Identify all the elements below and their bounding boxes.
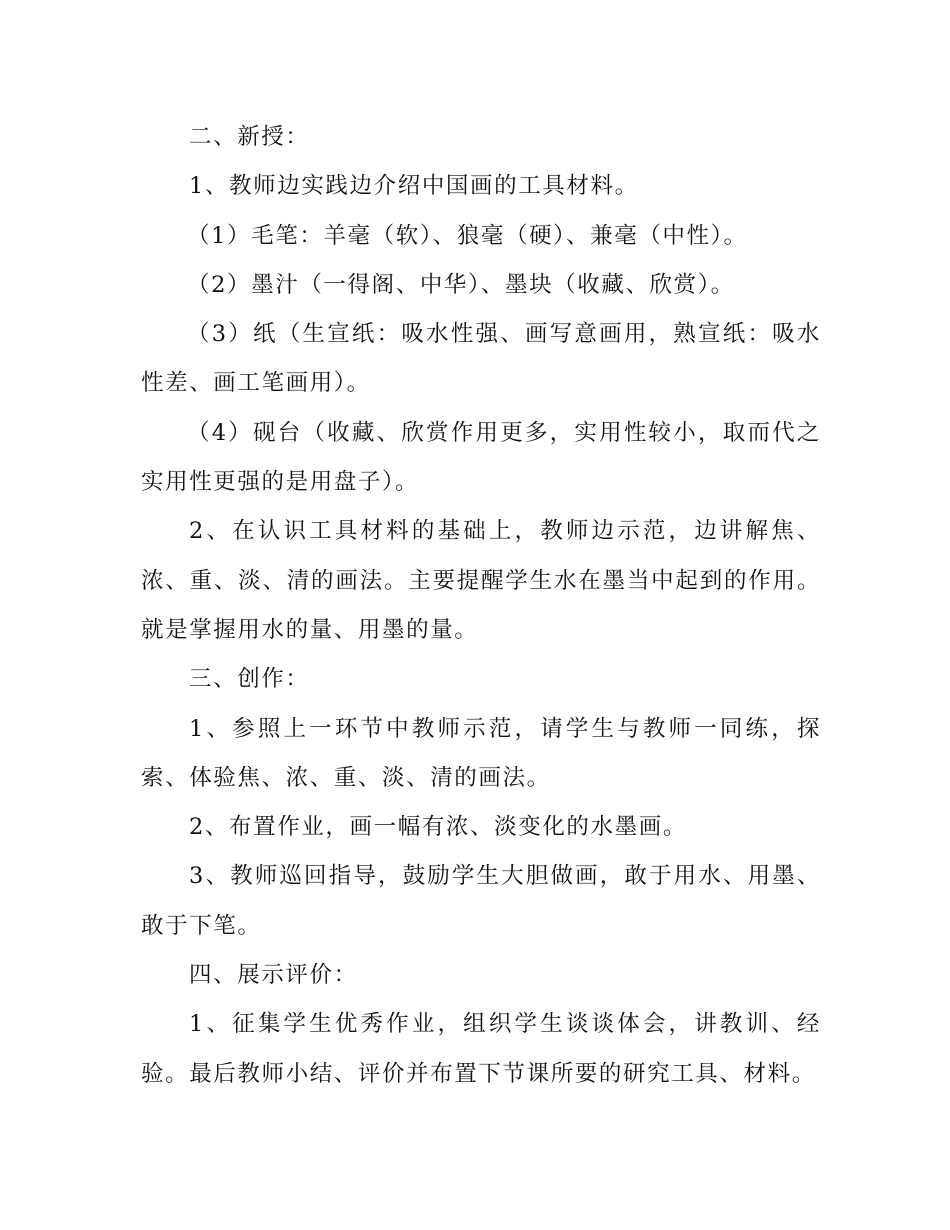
paragraph-evaluation: 1、征集学生优秀作业，组织学生谈谈体会，讲教训、经验。最后教师小结、评价并布置下节课所要的研究工具、材料。: [141, 1011, 821, 1087]
paragraph-assignment: 2、布置作业，画一幅有浓、淡变化的水墨画。: [189, 814, 687, 841]
paragraph-paper: （3）纸（生宣纸：吸水性强、画写意画用，熟宣纸：吸水性差、画工笔画用）。: [141, 321, 821, 397]
paragraph-demonstration: 2、在认识工具材料的基础上，教师边示范，边讲解焦、浓、重、淡、清的画法。主要提醒学生水在墨当中起到的作用。就是掌握用水的量、用墨的量。: [141, 518, 821, 643]
paragraph-practice: 1、参照上一环节中教师示范，请学生与教师一同练，探索、体验焦、浓、重、淡、清的画法。: [141, 715, 821, 791]
document-body: [141, 113, 821, 1099]
section-heading-evaluation: 四、展示评价：: [189, 962, 358, 989]
paragraph-brush: （1）毛笔：羊毫（软）、狼毫（硬）、兼毫（中性）。: [187, 222, 748, 249]
paragraph-tools-intro: 1、教师边实践边介绍中国画的工具材料。: [189, 173, 639, 200]
paragraph-inkstone: （4）砚台（收藏、欣赏作用更多，实用性较小，取而代之实用性更强的是用盘子）。: [141, 419, 821, 496]
paragraph-guidance: 3、教师巡回指导，鼓励学生大胆做画，敢于用水、用墨、敢于下笔。: [141, 863, 821, 939]
section-heading-new-teaching: 二、新授：: [189, 124, 310, 150]
section-heading-creation: 三、创作：: [189, 666, 310, 693]
paragraph-ink: （2）墨汁（一得阁、中华）、墨块（收藏、欣赏）。: [187, 271, 735, 298]
